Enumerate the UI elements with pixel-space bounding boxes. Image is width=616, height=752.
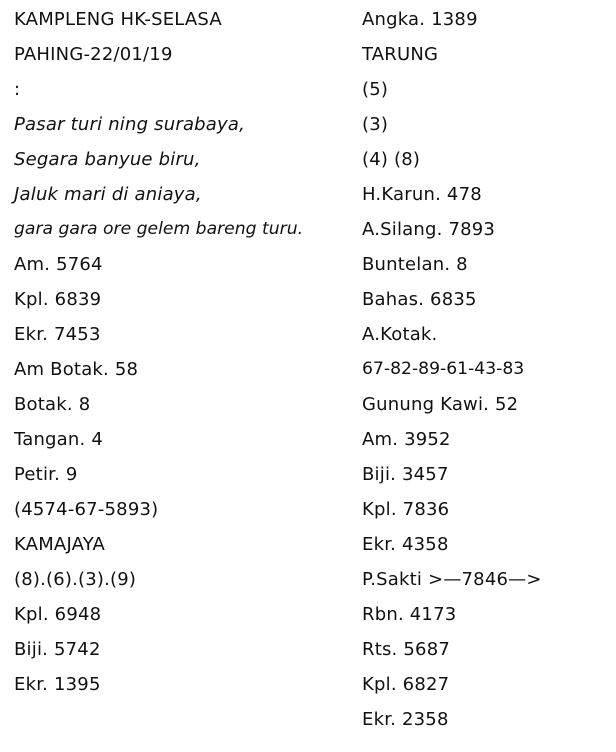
text-line-cut-off: Ekr. 2358 <box>362 709 449 728</box>
poem-line: gara gara ore gelem bareng turu. <box>14 219 304 239</box>
text-line: PAHING-22/01/19 <box>14 44 173 65</box>
text-line: Angka. 1389 <box>362 9 478 30</box>
text-line: Kpl. 6839 <box>14 289 102 310</box>
text-line: Ekr. 1395 <box>14 674 101 695</box>
text-line: Rbn. 4173 <box>362 604 457 625</box>
text-line: Am. 5764 <box>14 254 103 275</box>
text-line: KAMAJAYA <box>14 534 106 555</box>
text-line: A.Silang. 7893 <box>362 219 496 240</box>
text-line: TARUNG <box>362 44 439 65</box>
text-line: Botak. 8 <box>14 394 91 415</box>
text-line: Kpl. 6948 <box>14 604 102 625</box>
text-line: Am Botak. 58 <box>14 359 139 380</box>
text-line: (8).(6).(3).(9) <box>14 569 137 590</box>
text-line: Buntelan. 8 <box>362 254 468 275</box>
text-line: KAMPLENG HK-SELASA <box>14 9 222 30</box>
text-line: Tangan. 4 <box>14 429 104 450</box>
text-line: Gunung Kawi. 52 <box>362 394 519 415</box>
text-line: Ekr. 7453 <box>14 324 101 345</box>
text-line: Kpl. 7836 <box>362 499 450 520</box>
left-text-column <box>14 2 359 702</box>
text-line: (3) <box>362 114 389 135</box>
poem-line: Segara banyue biru, <box>14 149 201 170</box>
text-line: Rts. 5687 <box>362 639 450 660</box>
text-line: 67-82-89-61-43-83 <box>362 359 525 379</box>
text-line: Biji. 3457 <box>362 464 449 485</box>
text-line: (4) (8) <box>362 149 421 170</box>
text-line: Am. 3952 <box>362 429 451 450</box>
text-line: Kpl. 6827 <box>362 674 450 695</box>
poem-line: Pasar turi ning surabaya, <box>14 114 246 135</box>
text-line: Bahas. 6835 <box>362 289 477 310</box>
text-line: Petir. 9 <box>14 464 78 485</box>
right-text-column <box>362 2 616 728</box>
poem-line: Jaluk mari di aniaya, <box>14 184 202 205</box>
text-line: (4574-67-5893) <box>14 499 159 520</box>
text-line: P.Sakti >—7846—> <box>362 569 542 590</box>
text-line: H.Karun. 478 <box>362 184 482 205</box>
text-line: : <box>14 79 21 100</box>
text-line: (5) <box>362 79 389 100</box>
text-line: Ekr. 4358 <box>362 534 449 555</box>
text-line: Biji. 5742 <box>14 639 101 660</box>
text-line: A.Kotak. <box>362 324 438 345</box>
